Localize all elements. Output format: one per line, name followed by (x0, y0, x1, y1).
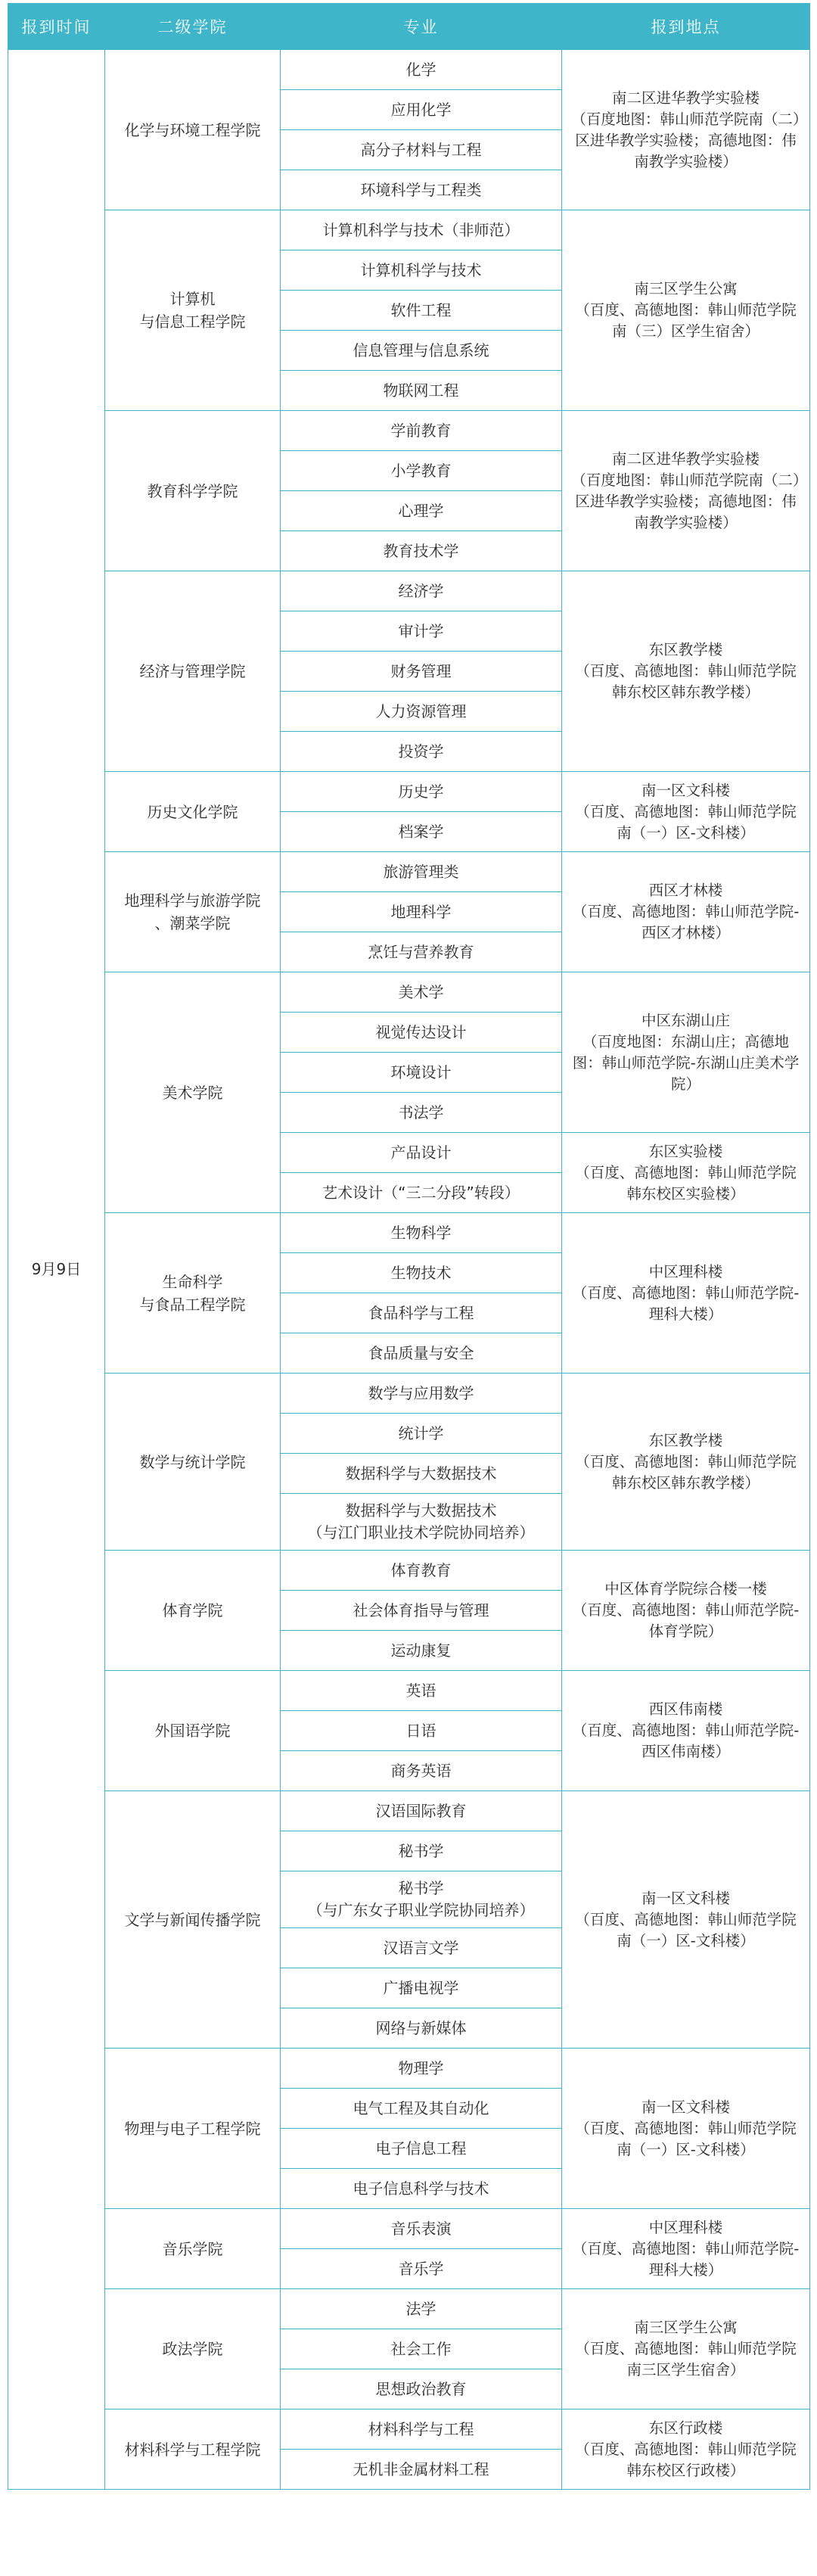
college-cell: 教育科学学院 (105, 411, 281, 571)
table-row (8, 50, 810, 90)
major-cell: 秘书学 （与广东女子职业学院协同培养） (281, 1871, 562, 1928)
registration-date: 9月9日 (8, 50, 105, 2490)
table-row (8, 411, 810, 451)
location-cell: 南一区文科楼 （百度、高德地图：韩山师范学院南（一）区-文科楼） (562, 2049, 810, 2209)
college-cell: 政法学院 (105, 2289, 281, 2410)
major-cell: 社会工作 (281, 2329, 562, 2369)
major-cell: 无机非金属材料工程 (281, 2450, 562, 2490)
college-cell: 美术学院 (105, 972, 281, 1213)
major-cell: 汉语言文学 (281, 1928, 562, 1968)
major-cell: 软件工程 (281, 291, 562, 331)
major-cell: 教育技术学 (281, 531, 562, 571)
location-cell: 中区理科楼 （百度、高德地图：韩山师范学院-理科大楼） (562, 1213, 810, 1374)
table-row (8, 210, 810, 250)
major-cell: 广播电视学 (281, 1968, 562, 2008)
major-cell: 商务英语 (281, 1751, 562, 1791)
major-cell: 电子信息工程 (281, 2129, 562, 2169)
major-cell: 统计学 (281, 1414, 562, 1454)
table-row (8, 2410, 810, 2450)
header-time: 报到时间 (8, 4, 105, 50)
major-cell: 法学 (281, 2289, 562, 2329)
major-cell: 思想政治教育 (281, 2369, 562, 2410)
major-cell: 食品质量与安全 (281, 1333, 562, 1374)
location-cell: 西区才林楼 （百度、高德地图：韩山师范学院-西区才林楼） (562, 852, 810, 972)
location-cell: 西区伟南楼 （百度、高德地图：韩山师范学院-西区伟南楼） (562, 1671, 810, 1791)
major-cell: 档案学 (281, 812, 562, 852)
major-cell: 电气工程及其自动化 (281, 2089, 562, 2129)
college-cell: 历史文化学院 (105, 772, 281, 852)
major-cell: 艺术设计（“三二分段”转段） (281, 1173, 562, 1213)
major-cell: 美术学 (281, 972, 562, 1013)
table-row (8, 2289, 810, 2329)
major-cell: 视觉传达设计 (281, 1013, 562, 1053)
major-cell: 产品设计 (281, 1133, 562, 1173)
major-cell: 音乐表演 (281, 2209, 562, 2249)
table-header-row (8, 4, 810, 50)
major-cell: 材料科学与工程 (281, 2410, 562, 2450)
major-cell: 小学教育 (281, 451, 562, 491)
college-cell: 计算机 与信息工程学院 (105, 210, 281, 411)
major-cell: 化学 (281, 50, 562, 90)
location-cell: 东区行政楼 （百度、高德地图：韩山师范学院韩东校区行政楼） (562, 2410, 810, 2490)
location-cell: 东区教学楼 （百度、高德地图：韩山师范学院韩东校区韩东教学楼） (562, 1374, 810, 1551)
table-row (8, 772, 810, 812)
major-cell: 电子信息科学与技术 (281, 2169, 562, 2209)
major-cell: 计算机科学与技术（非师范） (281, 210, 562, 250)
major-cell: 烹饪与营养教育 (281, 932, 562, 972)
table-row (8, 2209, 810, 2249)
table-row (8, 1213, 810, 1253)
location-cell: 南二区进华教学实验楼 （百度地图：韩山师范学院南（二）区进华教学实验楼；高德地图：伟南教学实验楼） (562, 411, 810, 571)
header-major: 专业 (281, 4, 562, 50)
college-cell: 经济与管理学院 (105, 571, 281, 772)
table-row (8, 1671, 810, 1711)
table-row (8, 852, 810, 892)
header-college: 二级学院 (105, 4, 281, 50)
major-cell: 计算机科学与技术 (281, 250, 562, 291)
header-location: 报到地点 (562, 4, 810, 50)
table-row (8, 2049, 810, 2089)
college-cell: 物理与电子工程学院 (105, 2049, 281, 2209)
table-row (8, 972, 810, 1013)
major-cell: 高分子材料与工程 (281, 130, 562, 170)
college-cell: 材料科学与工程学院 (105, 2410, 281, 2490)
location-cell: 东区教学楼 （百度、高德地图：韩山师范学院韩东校区韩东教学楼） (562, 571, 810, 772)
major-cell: 书法学 (281, 1093, 562, 1133)
location-cell: 南三区学生公寓 （百度、高德地图：韩山师范学院南（三）区学生宿舍） (562, 210, 810, 411)
table-row (8, 1374, 810, 1414)
major-cell: 学前教育 (281, 411, 562, 451)
major-cell: 心理学 (281, 491, 562, 531)
major-cell: 数学与应用数学 (281, 1374, 562, 1414)
major-cell: 食品科学与工程 (281, 1293, 562, 1333)
major-cell: 英语 (281, 1671, 562, 1711)
location-cell: 南三区学生公寓 （百度、高德地图：韩山师范学院南三区学生宿舍） (562, 2289, 810, 2410)
major-cell: 物联网工程 (281, 371, 562, 411)
major-cell: 财务管理 (281, 652, 562, 692)
location-cell: 中区东湖山庄 （百度地图：东湖山庄；高德地图：韩山师范学院-东湖山庄美术学院） (562, 972, 810, 1133)
college-cell: 地理科学与旅游学院 、潮菜学院 (105, 852, 281, 972)
major-cell: 数据科学与大数据技术 (281, 1454, 562, 1494)
major-cell: 投资学 (281, 732, 562, 772)
major-cell: 生物技术 (281, 1253, 562, 1293)
major-cell: 经济学 (281, 571, 562, 611)
college-cell: 生命科学 与食品工程学院 (105, 1213, 281, 1374)
major-cell: 信息管理与信息系统 (281, 331, 562, 371)
major-cell: 社会体育指导与管理 (281, 1591, 562, 1631)
major-cell: 体育教育 (281, 1551, 562, 1591)
table-row (8, 571, 810, 611)
college-cell: 体育学院 (105, 1551, 281, 1671)
major-cell: 网络与新媒体 (281, 2008, 562, 2049)
major-cell: 历史学 (281, 772, 562, 812)
major-cell: 旅游管理类 (281, 852, 562, 892)
major-cell: 音乐学 (281, 2249, 562, 2289)
college-cell: 文学与新闻传播学院 (105, 1791, 281, 2049)
college-cell: 化学与环境工程学院 (105, 50, 281, 210)
table-row (8, 1551, 810, 1591)
table-row (8, 1791, 810, 1831)
location-cell: 南二区进华教学实验楼 （百度地图：韩山师范学院南（二）区进华教学实验楼；高德地图：伟南教学实验楼） (562, 50, 810, 210)
major-cell: 应用化学 (281, 90, 562, 130)
registration-table (8, 3, 810, 2490)
major-cell: 地理科学 (281, 892, 562, 932)
college-cell: 数学与统计学院 (105, 1374, 281, 1551)
location-cell: 东区实验楼 （百度、高德地图：韩山师范学院韩东校区实验楼） (562, 1133, 810, 1213)
major-cell: 环境科学与工程类 (281, 170, 562, 210)
major-cell: 数据科学与大数据技术 （与江门职业技术学院协同培养） (281, 1494, 562, 1551)
major-cell: 秘书学 (281, 1831, 562, 1871)
major-cell: 环境设计 (281, 1053, 562, 1093)
location-cell: 中区体育学院综合楼一楼 （百度、高德地图：韩山师范学院-体育学院） (562, 1551, 810, 1671)
table-body (8, 50, 810, 2490)
location-cell: 南一区文科楼 （百度、高德地图：韩山师范学院南（一）区-文科楼） (562, 1791, 810, 2049)
location-cell: 南一区文科楼 （百度、高德地图：韩山师范学院南（一）区-文科楼） (562, 772, 810, 852)
college-cell: 外国语学院 (105, 1671, 281, 1791)
major-cell: 汉语国际教育 (281, 1791, 562, 1831)
major-cell: 物理学 (281, 2049, 562, 2089)
major-cell: 运动康复 (281, 1631, 562, 1671)
major-cell: 人力资源管理 (281, 692, 562, 732)
location-cell: 中区理科楼 （百度、高德地图：韩山师范学院-理科大楼） (562, 2209, 810, 2289)
major-cell: 审计学 (281, 611, 562, 652)
major-cell: 生物科学 (281, 1213, 562, 1253)
college-cell: 音乐学院 (105, 2209, 281, 2289)
major-cell: 日语 (281, 1711, 562, 1751)
